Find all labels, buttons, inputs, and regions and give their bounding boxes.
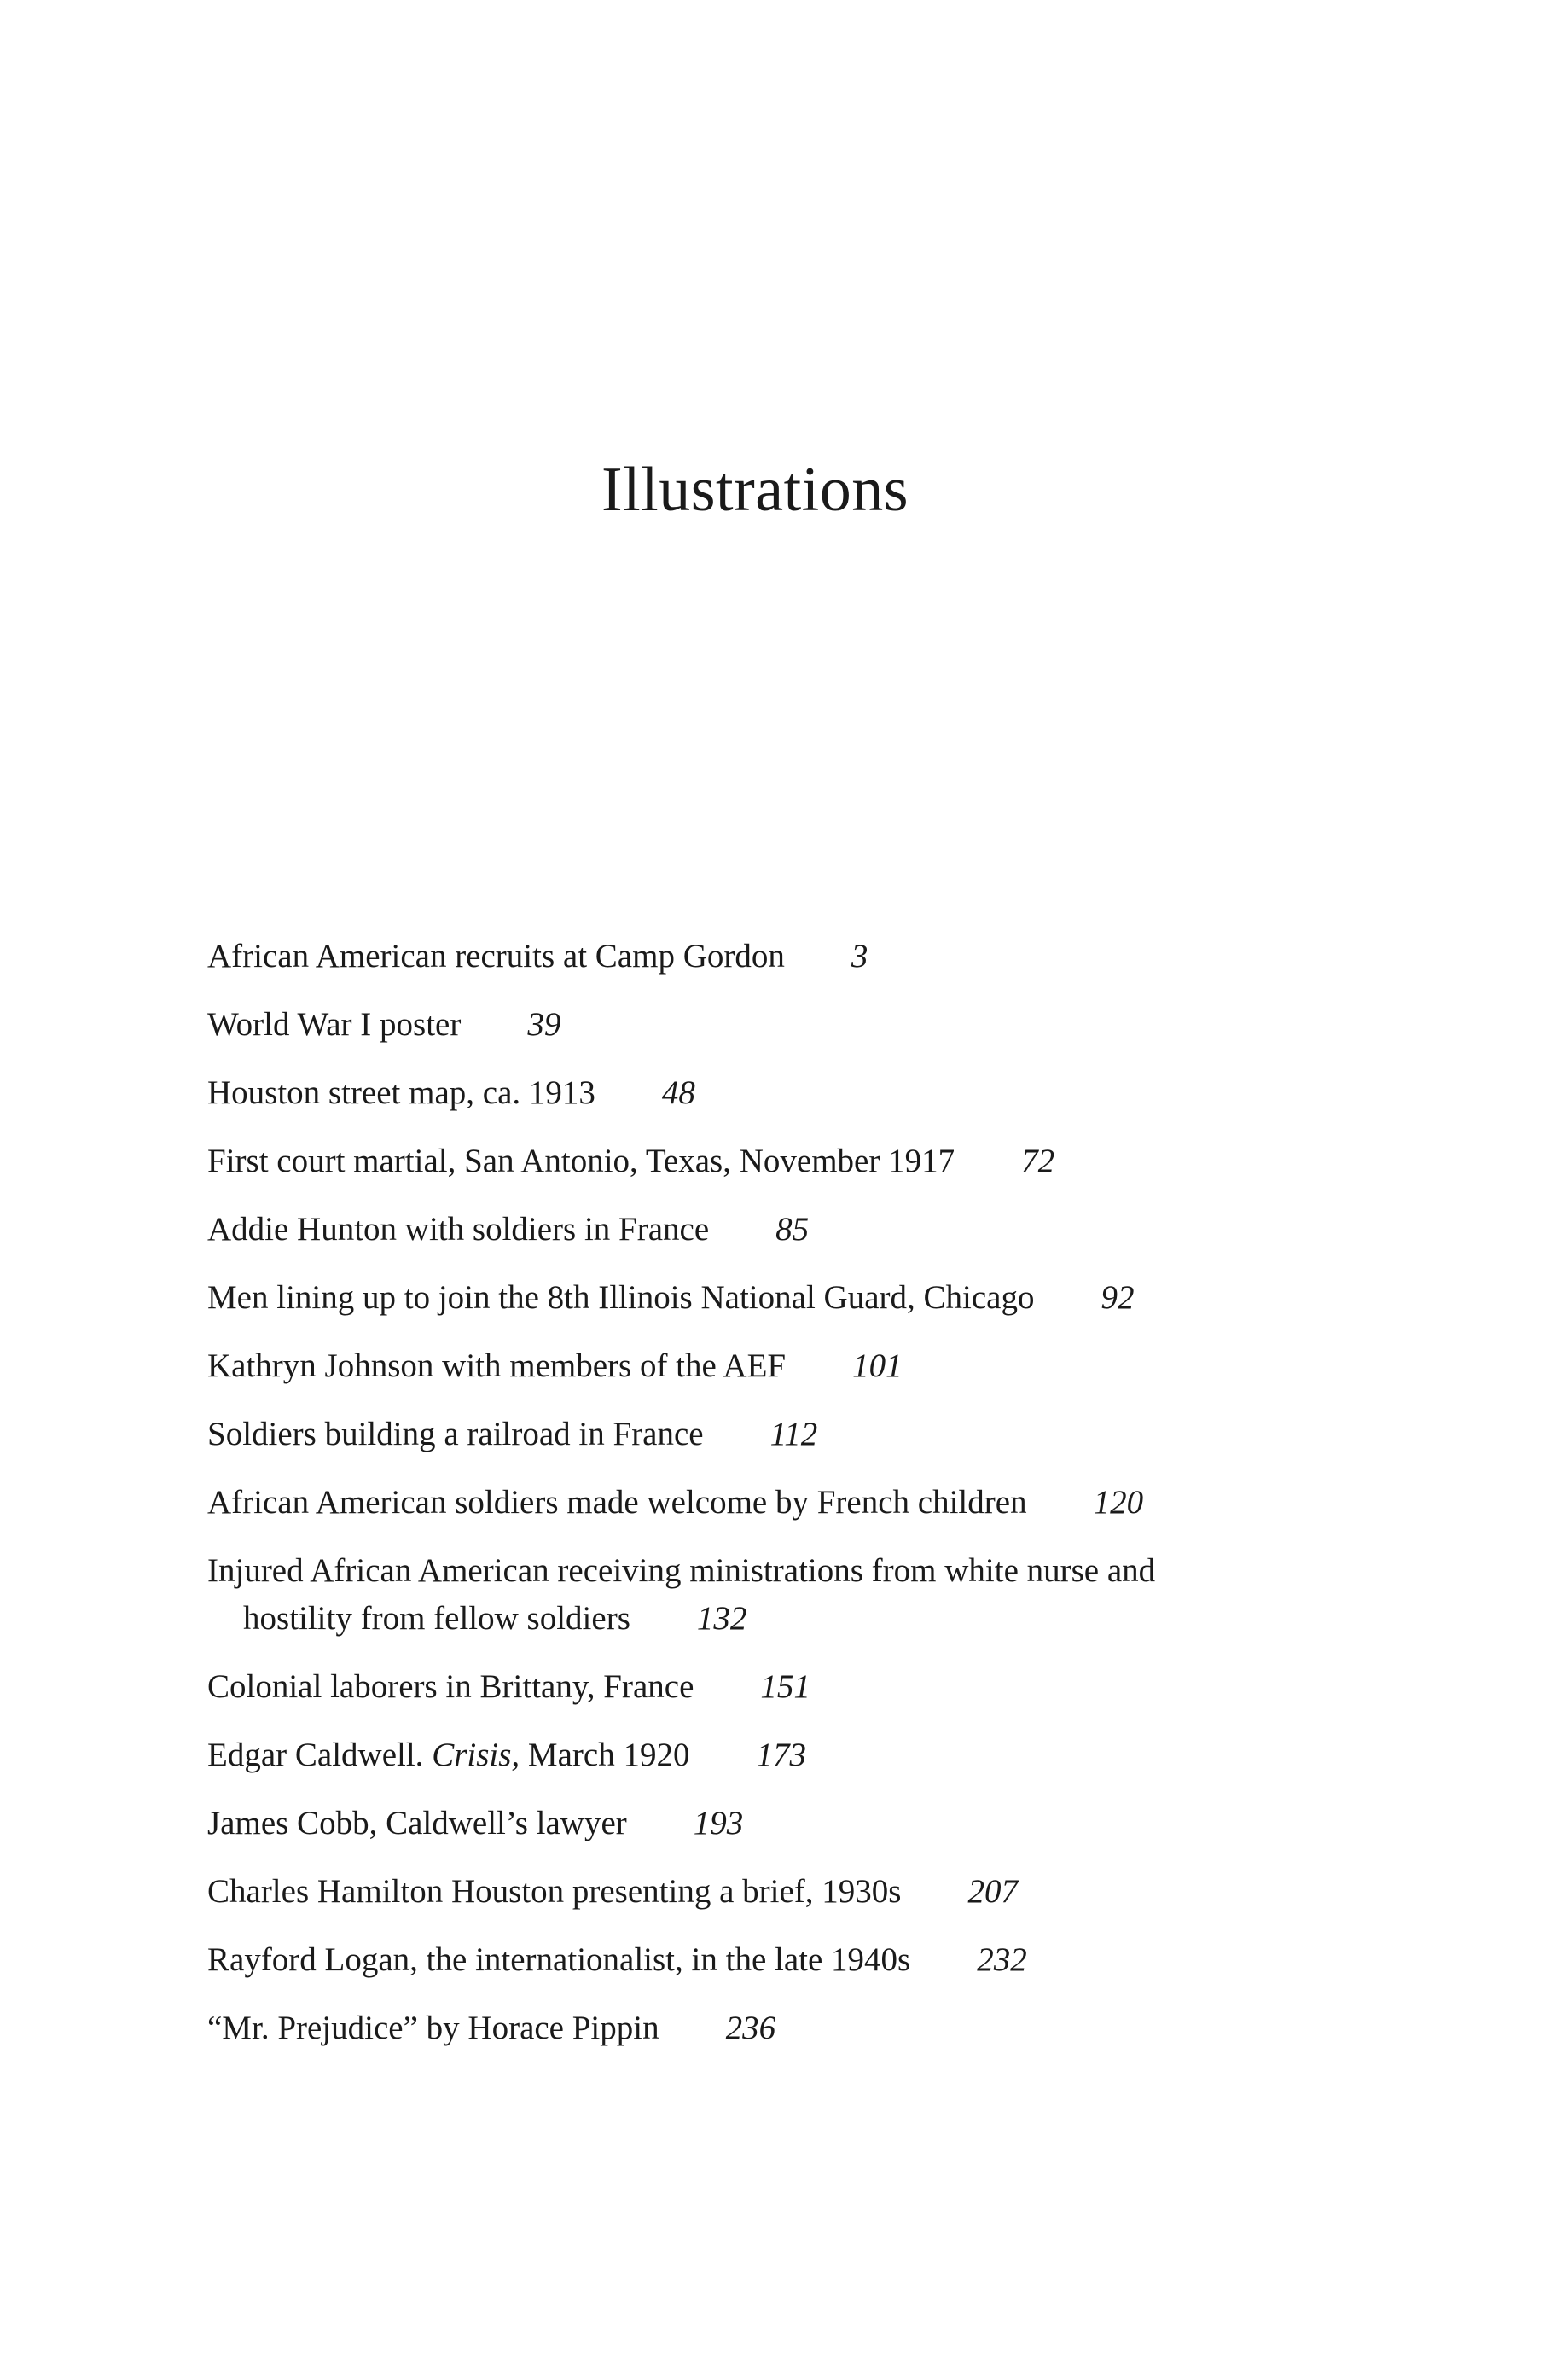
page-number: 207	[967, 1873, 1018, 1910]
illustration-caption: Rayford Logan, the internationalist, in the late 1940s	[207, 1941, 911, 1978]
page-number: 173	[756, 1737, 806, 1773]
list-item	[207, 1342, 1231, 1390]
page-number: 193	[693, 1805, 744, 1841]
illustrations-list	[207, 933, 1231, 2073]
list-item	[207, 1479, 1231, 1527]
page-number: 3	[851, 938, 868, 975]
illustration-caption: “Mr. Prejudice” by Horace Pippin	[207, 2010, 659, 2046]
list-item	[207, 1547, 1231, 1643]
page-number: 85	[775, 1211, 810, 1248]
illustration-caption: James Cobb, Caldwell’s lawyer	[207, 1805, 627, 1841]
list-item	[207, 933, 1231, 980]
page-number: 120	[1093, 1484, 1144, 1521]
list-item	[207, 1411, 1231, 1458]
page-number: 72	[1021, 1143, 1055, 1179]
page-number: 112	[769, 1416, 818, 1452]
page-number: 39	[527, 1006, 561, 1043]
list-item	[207, 2004, 1231, 2052]
illustration-caption-suffix: March 1920	[520, 1737, 690, 1773]
illustration-caption: African American soldiers made welcome by French children	[207, 1484, 1027, 1521]
list-item	[207, 1069, 1231, 1117]
list-item	[207, 1800, 1231, 1847]
illustration-caption-prefix: Edgar Caldwell.	[207, 1737, 433, 1773]
publication-title: Crisis,	[432, 1737, 520, 1773]
list-item	[207, 1936, 1231, 1984]
illustration-caption: Houston street map, ca. 1913	[207, 1074, 595, 1111]
illustration-caption: World War I poster	[207, 1006, 462, 1043]
list-item	[207, 1731, 1231, 1779]
illustration-caption: Kathryn Johnson with members of the AEF	[207, 1347, 787, 1384]
illustration-caption: Injured African American receiving ministrations from white nurse and hostility from fellow soldiers	[207, 1552, 1156, 1637]
list-item	[207, 1001, 1231, 1049]
list-item	[207, 1663, 1231, 1711]
illustration-caption: African American recruits at Camp Gordon	[207, 938, 785, 975]
page-number: 101	[852, 1347, 903, 1384]
list-item	[207, 1137, 1231, 1185]
list-item	[207, 1868, 1231, 1916]
page-number: 48	[661, 1074, 695, 1111]
illustration-caption: Soldiers building a railroad in France	[207, 1416, 704, 1452]
illustration-caption: Charles Hamilton Houston presenting a brief, 1930s	[207, 1873, 902, 1910]
page-number: 92	[1101, 1279, 1135, 1316]
illustration-caption: First court martial, San Antonio, Texas, November 1917	[207, 1143, 955, 1179]
page-title: Illustrations	[601, 455, 909, 525]
page-number: 236	[725, 2010, 776, 2046]
illustration-caption: Addie Hunton with soldiers in France	[207, 1211, 710, 1248]
illustration-caption: Men lining up to join the 8th Illinois National Guard, Chicago	[207, 1279, 1035, 1316]
list-item	[207, 1206, 1231, 1254]
illustration-caption: Colonial laborers in Brittany, France	[207, 1668, 694, 1705]
list-item	[207, 1274, 1231, 1322]
page-number: 151	[760, 1668, 810, 1705]
page-number: 232	[977, 1941, 1027, 1978]
page-number: 132	[696, 1600, 747, 1637]
